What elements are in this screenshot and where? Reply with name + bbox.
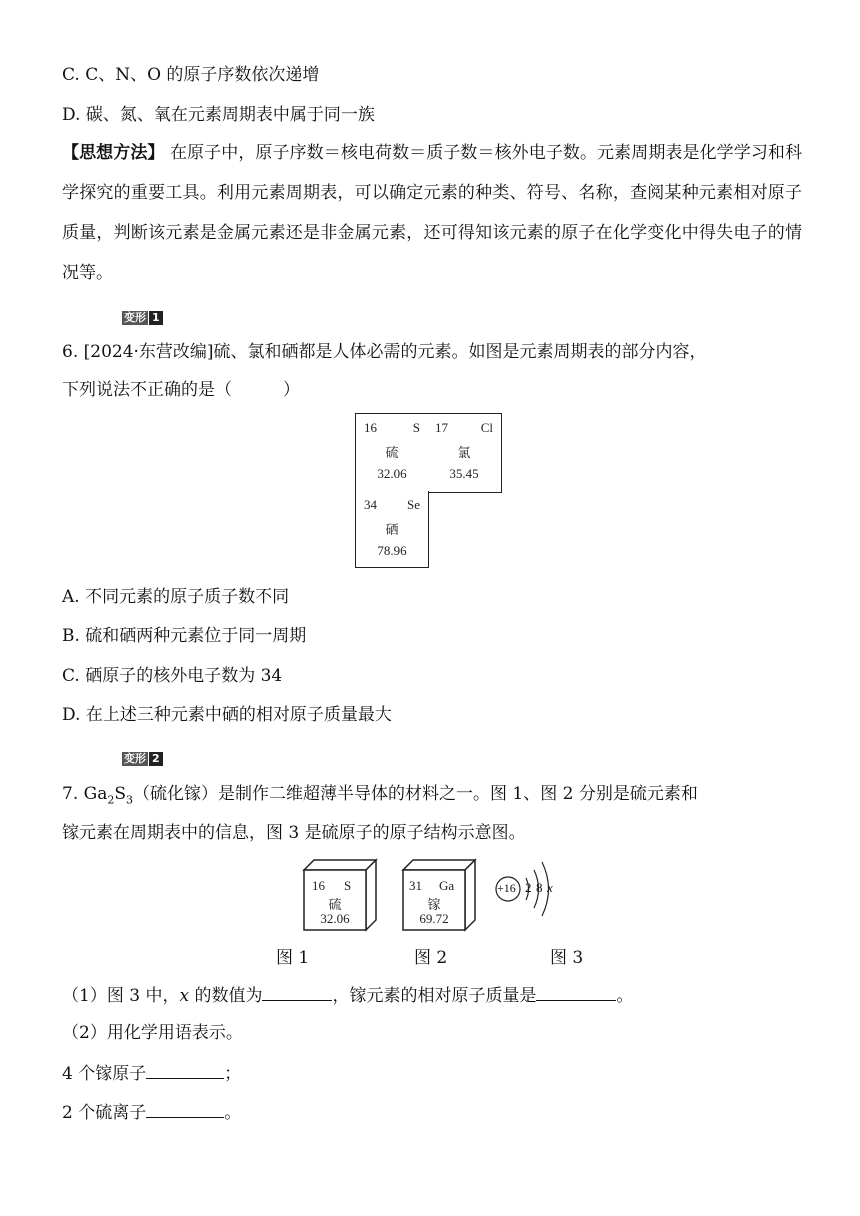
element-symbol: S xyxy=(344,878,352,893)
q6-stem-line2: 下列说法不正确的是（ ） xyxy=(62,380,300,400)
atomic-mass: 32.06 xyxy=(320,911,350,926)
variant-word: 变形 xyxy=(124,752,146,765)
method-label: 【思想方法】 xyxy=(62,143,165,163)
q6-option-b: B. 硫和硒两种元素位于同一周期 xyxy=(62,626,307,646)
answer-blank-x[interactable] xyxy=(262,982,332,1001)
element-cell-sulfur xyxy=(355,413,429,493)
q7-stem-rest: （硫化镓）是制作二维超薄半导体的材料之一。图 1、图 2 分别是硫元素和 xyxy=(133,784,698,804)
nucleus-charge: +16 xyxy=(497,881,516,895)
sub1-text-c: ，镓元素的相对原子质量是 xyxy=(332,986,537,1006)
option-c: C. C、N、O 的原子序数依次递增 xyxy=(62,65,320,85)
q7-sub1 xyxy=(62,982,633,1009)
variable-x: x xyxy=(179,986,190,1006)
atomic-number: 16 xyxy=(364,420,377,435)
sub2b-end: 。 xyxy=(224,1103,242,1123)
element-name: 硫 xyxy=(385,445,399,460)
element-symbol: Ga xyxy=(439,878,455,893)
element-symbol: Cl xyxy=(480,420,493,435)
variant-number: 2 xyxy=(149,752,163,766)
element-name: 硫 xyxy=(328,897,342,912)
variant-tag-2 xyxy=(122,752,163,766)
atomic-mass: 32.06 xyxy=(377,466,407,481)
atomic-mass: 69.72 xyxy=(419,911,449,926)
method-paragraph xyxy=(62,133,802,293)
formula-sub-2: 2 xyxy=(107,793,115,807)
figure-3-caption: 图 3 xyxy=(550,948,584,968)
q6-option-c: C. 硒原子的核外电子数为 34 xyxy=(62,666,283,686)
element-name: 硒 xyxy=(385,522,399,537)
sub1-text-a: （1）图 3 中， xyxy=(62,986,180,1006)
q6-stem-line1: 6. [2024·东营改编]硫、氯和硒都是人体必需的元素。如图是元素周期表的部分内容， xyxy=(62,342,707,362)
element-name: 镓 xyxy=(427,897,441,912)
element-cell-selenium xyxy=(355,491,429,568)
figure-1-element-cube-sulfur xyxy=(302,858,378,932)
formula-sub-3: 3 xyxy=(126,793,133,807)
atomic-mass: 78.96 xyxy=(377,543,407,558)
method-text: 在原子中，原子序数＝核电荷数＝质子数＝核外电子数。元素周期表是化学学习和科学探究的重要工具。利用元素周期表，可以确定元素的种类、符号、名称，查阅某种元素相对原子质量，判断该元素是金属元素还是非金属元素，还可得知该元素的原子在化学变化中得失电子的情况等。 xyxy=(62,143,803,283)
figure-2-element-cube-gallium xyxy=(401,858,477,932)
element-name: 氯 xyxy=(457,445,471,460)
q7-number: 7. xyxy=(62,784,84,804)
shell-2-electrons: 8 xyxy=(536,880,543,895)
q6-option-a: A. 不同元素的原子质子数不同 xyxy=(62,587,290,607)
element-cell-chlorine xyxy=(427,413,502,493)
formula-s: S xyxy=(114,784,126,804)
option-d: D. 碳、氮、氧在元素周期表中属于同一族 xyxy=(62,105,375,125)
element-symbol: Se xyxy=(407,497,420,512)
element-symbol: S xyxy=(412,420,420,435)
variant-word: 变形 xyxy=(124,311,146,324)
answer-blank-ga-atoms[interactable] xyxy=(146,1060,224,1079)
shell-3-electrons: x xyxy=(547,880,553,895)
atomic-mass: 35.45 xyxy=(449,466,479,481)
q7-stem-line2: 镓元素在周期表中的信息，图 3 是硫原子的原子结构示意图。 xyxy=(62,823,526,843)
answer-blank-s-ions[interactable] xyxy=(146,1099,224,1118)
figure-2-caption: 图 2 xyxy=(414,948,448,968)
q7-sub2-b xyxy=(62,1099,241,1126)
q6-option-d: D. 在上述三种元素中硒的相对原子质量最大 xyxy=(62,705,392,725)
figure-1-caption: 图 1 xyxy=(276,948,310,968)
shell-1-electrons: 2 xyxy=(525,880,532,895)
atomic-number: 34 xyxy=(364,497,377,512)
formula xyxy=(83,784,133,807)
figure-3-atom-structure xyxy=(494,856,564,928)
sub1-text-d: 。 xyxy=(616,986,634,1006)
sub1-text-b: 的数值为 xyxy=(189,986,263,1006)
sub2a-text: 4 个镓原子 xyxy=(62,1064,147,1084)
variant-number: 1 xyxy=(149,311,163,325)
atomic-number: 31 xyxy=(409,878,422,893)
atomic-number: 16 xyxy=(312,878,325,893)
atomic-number: 17 xyxy=(435,420,448,435)
sub2b-text: 2 个硫离子 xyxy=(62,1103,147,1123)
q7-sub2-a xyxy=(62,1060,241,1087)
q7-stem-line1 xyxy=(62,781,698,813)
variant-tag-1 xyxy=(122,311,163,325)
formula-ga: Ga xyxy=(83,784,108,804)
q7-sub2: （2）用化学用语表示。 xyxy=(62,1023,243,1043)
answer-blank-ga-mass[interactable] xyxy=(536,982,616,1001)
sub2a-end: ； xyxy=(224,1064,242,1084)
